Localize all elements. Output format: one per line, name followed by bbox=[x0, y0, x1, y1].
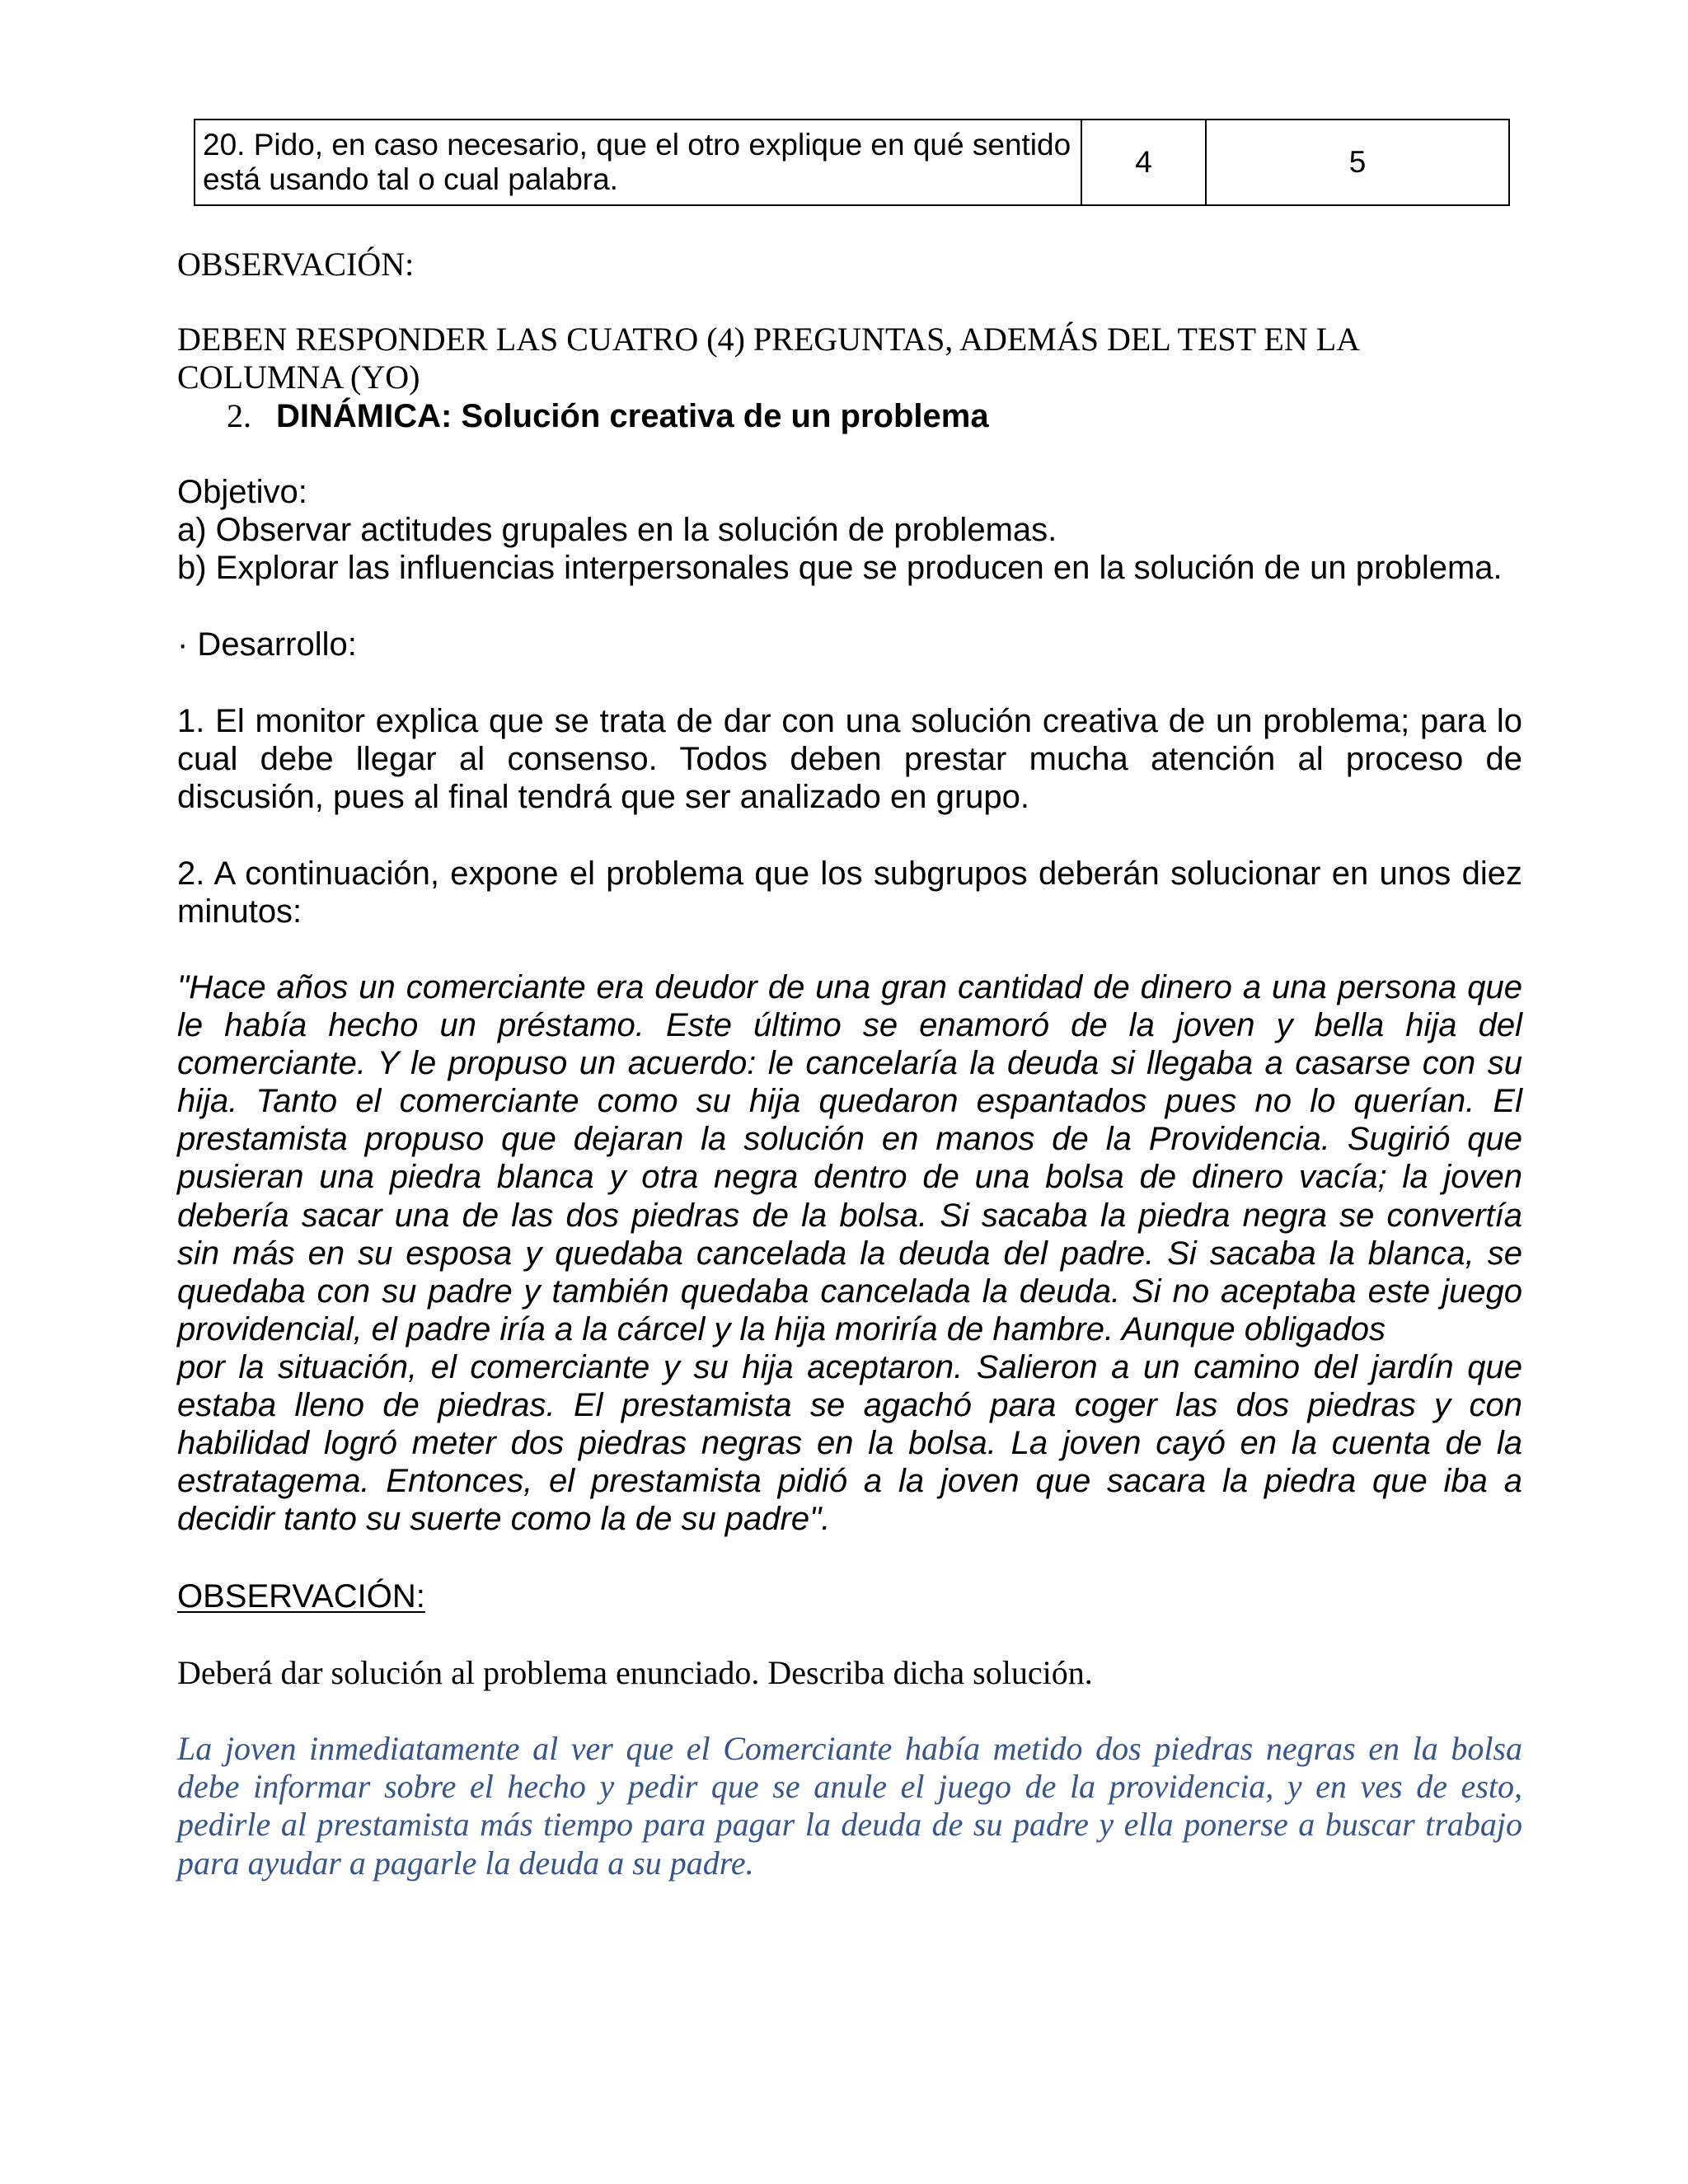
answer-line: pedirle al prestamista más tiempo para pagar la deuda de su padre y ella ponerse a buscar trabajo bbox=[177, 1806, 1522, 1844]
story-line: por la situación, el comerciante y su hija aceptaron. Salieron a un camino del jardín que bbox=[177, 1348, 1522, 1385]
instruction-line: DEBEN RESPONDER LAS CUATRO (4) PREGUNTAS, ADEMÁS DEL TEST EN LA bbox=[177, 321, 1361, 358]
instruction-text bbox=[177, 321, 1522, 396]
paragraph-line: 2. A continuación, expone el problema que los subgrupos deberán solucionar en unos diez bbox=[177, 855, 1522, 892]
answer-line: La joven inmediatamente al ver que el Comerciante había metido dos piedras negras en la bolsa bbox=[177, 1730, 1522, 1767]
story-line: "Hace años un comerciante era deudor de una gran cantidad de dinero a una persona que bbox=[177, 969, 1522, 1005]
story-line: debería sacar una de las dos piedras de la bolsa. Si sacaba la piedra negra se convertía bbox=[177, 1197, 1522, 1234]
answer-line: para ayudar a pagarle la deuda a su padre. bbox=[177, 1844, 754, 1882]
observation-heading-underlined bbox=[177, 1577, 1522, 1615]
story-line: prestamista propuso que dejaran la solución en manos de la Providencia. Sugirió que bbox=[177, 1121, 1522, 1158]
instruction-line: COLUMNA (YO) bbox=[177, 359, 420, 396]
section-heading bbox=[227, 397, 989, 435]
problem-story bbox=[177, 968, 1522, 1538]
objective-item: b) Explorar las influencias interpersonales que se producen en la solución de un problema. bbox=[177, 550, 1503, 586]
objective-label: Objetivo: bbox=[177, 474, 307, 510]
answer-line: debe informar sobre el hecho y pedir que se anule el juego de la providencia, y en ves de esto, bbox=[177, 1768, 1522, 1806]
paragraph-line: cual debe llegar al consenso. Todos deben prestar mucha atención al proceso de bbox=[177, 741, 1522, 777]
observation-heading: OBSERVACIÓN: bbox=[177, 246, 415, 283]
table-cell-line: está usando tal o cual palabra. bbox=[203, 162, 618, 196]
observation-heading-text: OBSERVACIÓN: bbox=[177, 1578, 425, 1615]
evaluation-table bbox=[194, 119, 1510, 206]
table-cell-line: 20. Pido, en caso necesario, que el otro explique en qué sentido bbox=[203, 128, 1071, 162]
story-line: habilidad logró meter dos piedras negras en la bolsa. La joven cayó en la cuenta de la bbox=[177, 1425, 1522, 1462]
story-line: comerciante. Y le propuso un acuerdo: le cancelaría la deuda si llegaba a casarse con su bbox=[177, 1045, 1522, 1082]
story-line: estratagema. Entonces, el prestamista pidió a la joven que sacara la piedra que iba a bbox=[177, 1463, 1522, 1500]
story-line: providencial, el padre iría a la cárcel y la hija moriría de hambre. Aunque obligados bbox=[177, 1310, 1386, 1347]
objective-item: a) Observar actitudes grupales en la solución de problemas. bbox=[177, 512, 1057, 548]
table-row bbox=[195, 120, 1509, 205]
question-text: Deberá dar solución al problema enunciado. Describa dicha solución. bbox=[177, 1654, 1093, 1691]
table-cell-score-2: 5 bbox=[1206, 120, 1509, 205]
step-1-paragraph bbox=[177, 702, 1522, 816]
story-line: le había hecho un préstamo. Este último se enamoró de la joven y bella hija del bbox=[177, 1007, 1522, 1044]
development-label: · Desarrollo: bbox=[177, 626, 357, 663]
story-line: hija. Tanto el comerciante como su hija quedaron espantados pues no lo querían. El bbox=[177, 1083, 1522, 1120]
table-cell-statement bbox=[195, 120, 1081, 205]
story-line: sin más en su esposa y quedaba cancelada la deuda del padre. Si sacaba la blanca, se bbox=[177, 1235, 1522, 1272]
section-number: 2. bbox=[227, 397, 251, 434]
answer-paragraph bbox=[177, 1730, 1522, 1882]
story-line: decidir tanto su suerte como la de su padre". bbox=[177, 1501, 831, 1538]
table-cell-score-1: 4 bbox=[1081, 120, 1206, 205]
story-line: pusieran una piedra blanca y otra negra dentro de una bolsa de dinero vacía; la joven bbox=[177, 1159, 1522, 1196]
objective-block bbox=[177, 473, 1522, 587]
story-line: quedaba con su padre y también quedaba cancelada la deuda. Si no aceptaba este juego bbox=[177, 1272, 1522, 1310]
paragraph-line: discusión, pues al final tendrá que ser analizado en grupo. bbox=[177, 779, 1030, 815]
story-line: estaba lleno de piedras. El prestamista se agachó para coger las dos piedras y con bbox=[177, 1387, 1522, 1424]
section-title: DINÁMICA: Solución creativa de un problema bbox=[276, 398, 989, 434]
step-2-paragraph bbox=[177, 855, 1522, 930]
paragraph-line: 1. El monitor explica que se trata de dar con una solución creativa de un problema; para lo bbox=[177, 703, 1522, 739]
paragraph-line: minutos: bbox=[177, 893, 302, 930]
